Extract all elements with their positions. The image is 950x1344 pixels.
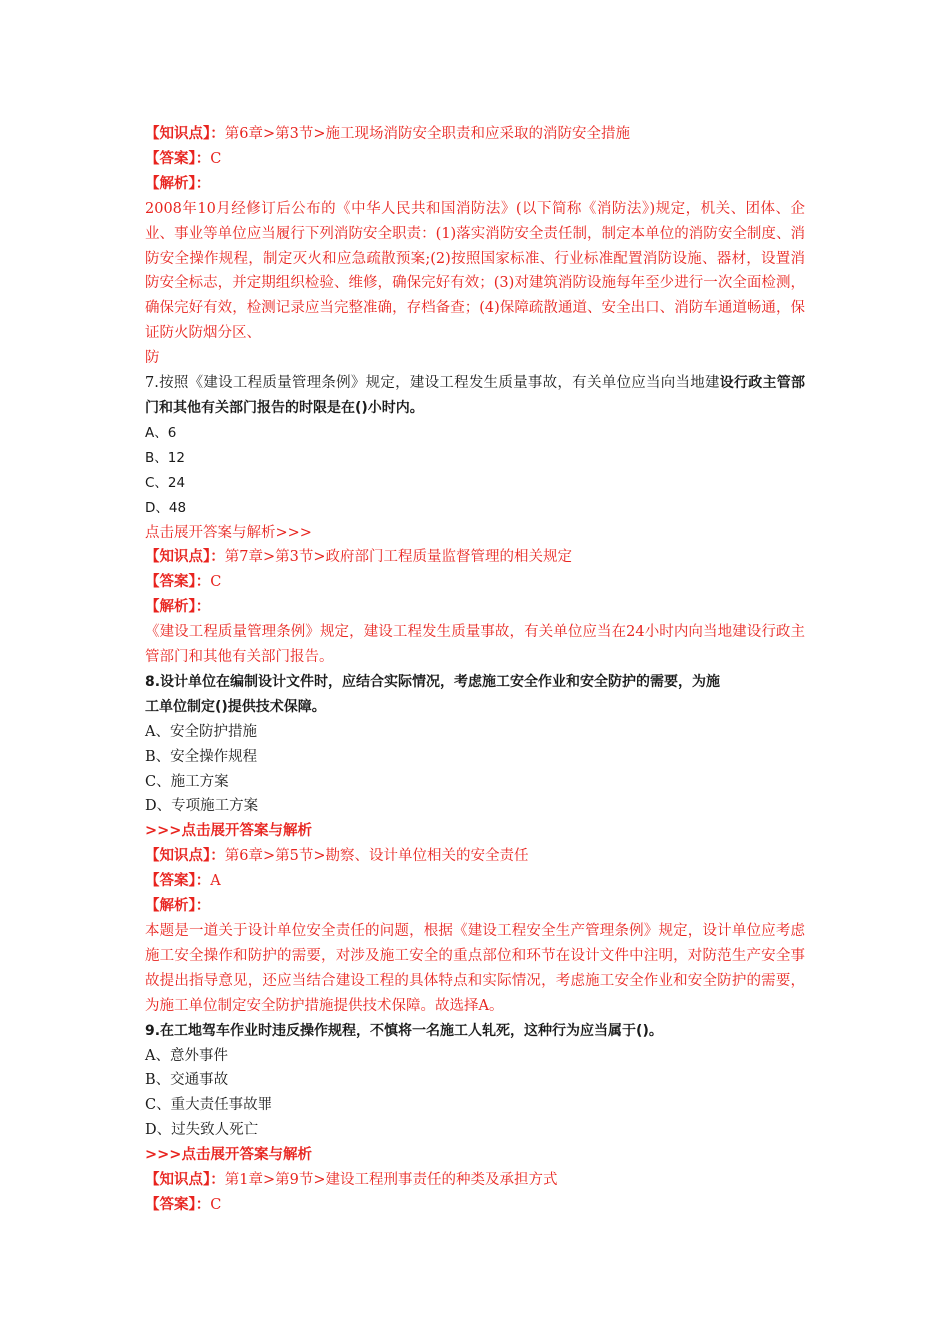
answer-label: 【答案】： (145, 573, 211, 591)
knowledge-point-label: 【知识点】： (145, 847, 225, 865)
option-b: B、交通事故 (145, 1072, 229, 1089)
option-d: D、过失致人死亡 (145, 1122, 259, 1139)
answer-value: C (210, 574, 222, 591)
answer-line (145, 147, 805, 172)
explanation-text: 《建设工程质量管理条例》规定，建设工程发生质量事故，有关单位应当在24小时内向当地建设行政主管部门和其他有关部门报告。 (145, 624, 805, 666)
explanation-text: 本题是一道关于设计单位安全责任的问题，根据《建设工程安全生产管理条例》规定，设计单位应考虑施工安全操作和防护的需要，对涉及施工安全的重点部位和环节在设计文件中注明，对防范生产安全事故提出指导意见，还应当结合建设工程的具体特点和实际情况，考虑施工安全作业和安全防护的需要，为施工单位制定安全防护措施提供技术保障。故选择A。 (145, 923, 805, 1014)
answer-value: C (210, 1196, 222, 1213)
question-stem-normal: 7.按照《建设工程质量管理条例》规定，建设工程发生质量事故，有关单位应当向当地建 (145, 375, 720, 392)
explanation-tail: 防 (145, 350, 160, 367)
answer-label: 【答案】： (145, 149, 211, 167)
option-d: D、专项施工方案 (145, 798, 259, 815)
expand-answer-link[interactable]: >>>点击展开答案与解析 (145, 822, 312, 840)
knowledge-point-line (145, 122, 805, 147)
explanation-label: 【解析】： (145, 598, 211, 616)
document-content (145, 122, 805, 1218)
expand-answer-link[interactable]: 点击展开答案与解析>>> (145, 524, 312, 541)
answer-line (145, 1193, 805, 1218)
knowledge-point-label: 【知识点】： (145, 125, 225, 142)
knowledge-point-line (145, 545, 805, 570)
answer-line (145, 869, 805, 894)
explanation-text: 2008年10月经修订后公布的《中华人民共和国消防法》(以下简称《消防法》)规定，机关、团体、企业、事业等单位应当履行下列消防安全职责：(1)落实消防安全责任制，制定本单位的消防安全制度、消防安全操作规程，制定灭火和应急疏散预案;(2)按照国家标准、行业标准配置消防设施、器材，设置消防安全标志，并定期组织检验、维修，确保完好有效；(3)对建筑消防设施每年至少进行一次全面检测，确保完好有效，检测记录应当完整准确，存档备查；(4)保障疏散通道、安全出口、消防车通道畅通，保证防火防烟分区、 (145, 200, 805, 342)
option-b: B、安全操作规程 (145, 748, 258, 765)
option-a: A、安全防护措施 (145, 723, 257, 740)
answer-label: 【答案】： (145, 1195, 211, 1213)
option-d: D、48 (145, 499, 187, 516)
answer-label: 【答案】： (145, 872, 211, 890)
expand-answer-link[interactable]: >>>点击展开答案与解析 (145, 1146, 312, 1164)
option-c: C、施工方案 (145, 773, 229, 790)
knowledge-point-text: 第7章>第3节>政府部门工程质量监督管理的相关规定 (224, 549, 572, 566)
option-a: A、6 (145, 424, 177, 441)
question-stem-bold-rest: 政主管部门和其他有关部门报告的时限是在()小时内。 (145, 375, 806, 416)
answer-line (145, 570, 805, 595)
question-stem-continued: 工单位制定()提供技术保障。 (145, 698, 326, 715)
knowledge-point-text: 第1章>第9节>建设工程刑事责任的种类及承担方式 (224, 1172, 558, 1189)
knowledge-point-text: 第6章>第5节>勘察、设计单位相关的安全责任 (224, 848, 529, 865)
option-c: C、重大责任事故罪 (145, 1097, 273, 1114)
answer-value: C (210, 150, 222, 167)
explanation-label: 【解析】： (145, 897, 211, 915)
knowledge-point-label: 【知识点】： (145, 548, 225, 566)
knowledge-point-line (145, 844, 805, 869)
question-stem (145, 371, 805, 421)
option-c: C、24 (145, 474, 186, 491)
question-stem: 8.设计单位在编制设计文件时，应结合实际情况，考虑施工安全作业和安全防护的需要，为施 (145, 673, 721, 690)
question-stem: 9.在工地驾车作业时违反操作规程，不慎将一名施工人轧死，这种行为应当属于()。 (145, 1022, 663, 1039)
option-b: B、12 (145, 449, 185, 466)
knowledge-point-label: 【知识点】： (145, 1171, 225, 1189)
explanation-label: 【解析】： (145, 174, 211, 192)
answer-value: A (210, 873, 221, 890)
knowledge-point-line (145, 1168, 805, 1193)
knowledge-point-text: 第6章>第3节>施工现场消防安全职责和应采取的消防安全措施 (224, 126, 630, 142)
option-a: A、意外事件 (145, 1047, 228, 1064)
question-stem-bold-start: 设行 (719, 375, 749, 392)
